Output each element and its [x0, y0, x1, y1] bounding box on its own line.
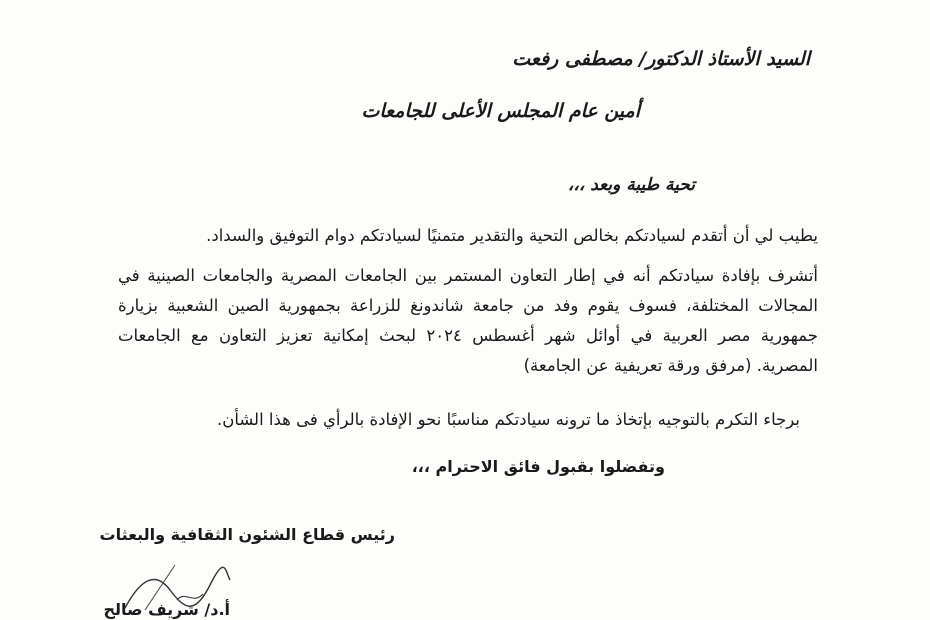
- closing: وتفضلوا بقبول فائق الاحترام ،،،: [411, 457, 665, 476]
- paragraph-2-line-2: المجالات المختلفة، فسوف يقوم وفد من جامعة شاندونغ للزراعة بجمهورية الصين الشعبية بزيارة: [118, 296, 818, 315]
- paragraph-1-line-1: يطيب لي أن أتقدم لسيادتكم بخالص التحية والتقدير متمنيًا لسيادتكم دوام التوفيق والسداد.: [206, 226, 818, 245]
- paragraph-2-line-4: المصرية. (مرفق ورقة تعريفية عن الجامعة): [523, 356, 818, 375]
- paragraph-2-line-1: أتشرف بإفادة سيادتكم أنه في إطار التعاون المستمر بين الجامعات المصرية والجامعات الصينية في: [118, 266, 818, 285]
- sender-title: رئيس قطاع الشئون الثقافية والبعثات: [99, 525, 395, 544]
- greeting: تحية طيبة وبعد ،،،: [567, 175, 695, 195]
- signature-scribble: [115, 560, 235, 620]
- paragraph-3-line-1: برجاء التكرم بالتوجيه بإتخاذ ما ترونه سيادتكم مناسبًا نحو الإفادة بالرأي فى هذا الشأن.: [216, 410, 800, 429]
- recipient-name: السيد الأستاذ الدكتور/ مصطفى رفعت: [512, 48, 810, 70]
- sender-name: أ.د/ شريف صالح: [103, 600, 230, 619]
- paragraph-2-line-3: جمهورية مصر العربية في أوائل شهر أغسطس ٢٠٢٤ لبحث إمكانية تعزيز التعاون مع الجامعات: [118, 326, 818, 345]
- recipient-title: أمين عام المجلس الأعلى للجامعات: [361, 100, 640, 122]
